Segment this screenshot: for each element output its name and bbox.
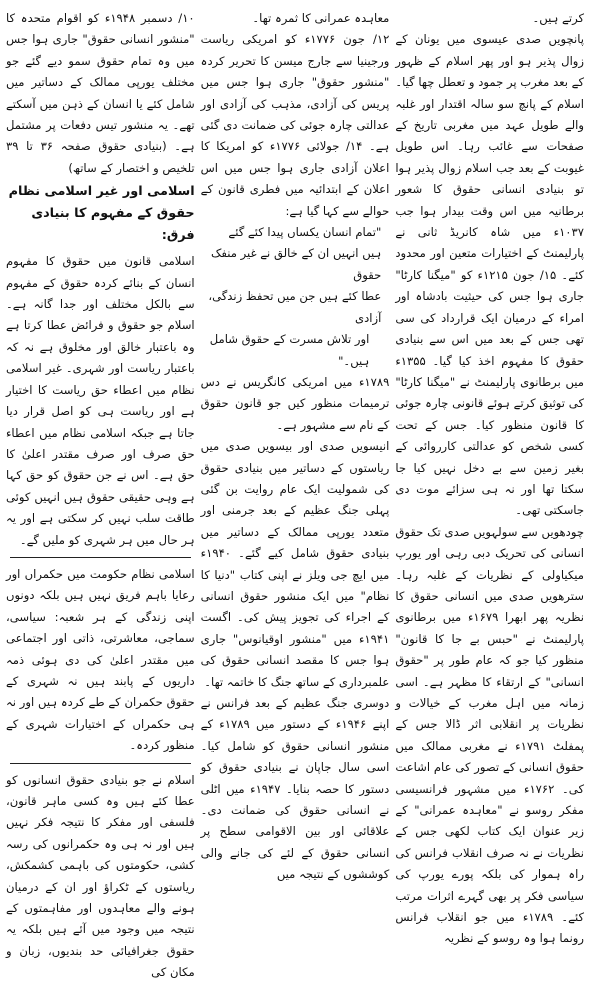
paragraph: انیسویں صدی اور بیسویں صدی میں ریاستوں کے دساتیر میں بنیادی حقوق کی شمولیت ایک عام روایت بن گئی پہلی جنگ عظیم کے بعد جرمنی اور متعدد یورپی ممالک کے دساتیر میں بنیادی حقوق شامل کیے گئے۔ ۱۹۴۰ء میں ایچ جی ویلز نے اپنی کتاب "دنیا کا نظام" میں ایک منشور حقوق انسانی کے اجراء کی تجویز پیش کی۔ اگست ۱۹۴۱ء میں "منشور اوقیانوس" جاری ہوا جس کا مقصد انسانی حقوق کی علمبرداری کے ساتھ جنگ کا خاتمہ تھا۔: [200, 439, 390, 689]
quotation-line: "تمام انسان یکساں پیدا کئے گئے: [228, 225, 382, 240]
quotation-line: عطا کئے ہیں جن میں تحفظ زندگی، آزادی: [208, 289, 382, 325]
paragraph: چودھویں سے سولہویں صدی تک حقوق انسانی کی تحریک دبی رہی اور یورپ میکیاولی کے نظریات کے غلبہ رہا۔ سترھویں صدی میں انسانی حقوق کا نظریہ پھر ابھرا ۱۶۷۹ء میں برطانوی پارلیمنٹ نے "حبس بے جا کا قانون" منظور کیا جو کہ عام طور پر "حقوق انسانی" کے ارتقاء کا مظہر ہے۔ اسی زمانہ میں اہل مغرب کے خیالات و نظریات پر انقلابی اثر ڈالا جس کے پمفلٹ ۱۷۹۱ء نے مغربی ممالک میں حقوق انسانی کے تصور کی عام اشاعت کی۔ ۱۷۶۲ء میں مشہور فرانسیسی مفکر روسو نے "معاہدہ عمرانی" کے زیر عنوان ایک کتاب لکھی جس کے نظریات نے نہ صرف انقلاب فرانس کی راہ ہموار کی بلکہ پورے یورپ کی سیاسی فکر پر بھی گہرے اثرات مرتب کئے۔ ۱۷۸۹ء میں جو انقلاب فرانس رونما ہوا وہ روسو کے نظریہ: [395, 524, 585, 946]
paragraph: معاہدہ عمرانی کا ثمرہ تھا۔: [252, 11, 390, 25]
section-divider: [10, 557, 191, 558]
paragraph: ۱۲/ جون ۱۷۷۶ء کو امریکی ریاست ورجینیا سے جارج میسن کا تحریر کردہ "منشور حقوق" جاری ہوا جس میں پریس کی آزادی، مذہب کی آزادی اور عدالتی چارہ جوئی کی ضمانت دی گئی ہے۔ ۱۴/ جولائی ۱۷۷۶ء کو امریکا کا اعلان آزادی جاری ہوا جس میں اس اعلان کے ابتدائیہ میں فطری قانون کے حوالے سے کہا گیا ہے:: [200, 32, 390, 218]
column-right: [395, 8, 585, 946]
paragraph: کرتے ہیں۔: [532, 11, 584, 25]
paragraph: دوسری جنگ عظیم کے بعد فرانس نے اپنے ۱۹۴۶ء کے دستور میں ۱۷۸۹ء کے منشور انسانی حقوق کو شامل کیا۔ اسی سال جاپان نے بنیادی حقوق کو دستور کا حصہ بنایا۔ ۱۹۴۷ء میں اٹلی نے انسانی حقوق کی ضمانت دی۔ علاقائی اور بین الاقوامی سطح پر انسانی حقوق کے لئے کی جانے والی کوششوں کے نتیجہ میں: [200, 696, 390, 882]
paragraph: ۱۷۸۹ء میں امریکی کانگریس نے دس ترمیمات منظور کیں جو قانون حقوق کے نام سے مشہور ہے۔: [200, 374, 390, 432]
paragraph: اسلام نے جو بنیادی حقوق انسانوں کو عطا کئے ہیں وہ کسی ماہر قانون، فلسفی اور مفکر کا نتیجہ فکر نہیں ہیں اور نہ ہی وہ حکمرانوں کی رسہ کشی، حکومتوں کی باہمی کشمکش، ریاستوں کے ٹکراؤ اور ان کے درمیان ہونے والے معاہدوں اور مفاہمتوں کے نتیجہ میں وجود میں آئے ہیں بلکہ یہ حقوق جغرافیائی حد بندیوں، زبان و مکان کی: [5, 772, 195, 980]
column-left: [5, 8, 195, 980]
section-divider: [10, 763, 191, 764]
paragraph: اسلامی نظام حکومت میں حکمراں اور رعایا باہم فریق نہیں ہیں بلکہ دونوں اپنی زندگی کے ہر شعبہ: سیاسی، سماجی، معاشرتی، ذاتی اور اجتماعی میں مقتدر اعلیٰ کی دی ہوئی ذمہ داریوں کے پابند ہیں نہ شہری کے حقوق حکمران کے طے کردہ ہیں اور نہ ہی حکمراں کے اختیارات شہری کے منظور کردہ۔: [5, 566, 195, 753]
quotation-block: [201, 222, 390, 372]
quotation-line: اور تلاش مسرت کے حقوق شامل ہیں۔": [209, 332, 370, 368]
quotation-line: ہیں انہیں ان کے خالق نے غیر منفک حقوق: [210, 246, 382, 282]
paragraph: ۱۰/ دسمبر ۱۹۴۸ء کو اقوام متحدہ کا "منشور انسانی حقوق" جاری ہوا جس میں وہ تمام حقوق سمو دیے گئے جو مختلف یورپی ممالک کے دساتیر میں شامل کئے یا انسان کے ذہن میں آسکتے تھے۔ یہ منشور تیس دفعات پر مشتمل ہے۔ (بنیادی حقوق صفحہ ۳۶ تا ۳۹ تلخیص و اختصار کے ساتھ): [5, 11, 195, 175]
paragraph: اسلامی قانون میں حقوق کا مفہوم انسان کے بنائے کردہ حقوق کے مفہوم سے بالکل مختلف اور جدا گانہ ہے۔ اسلام جو حقوق و فرائض عطا کرتا ہے وہ باعتبار خالق اور مخلوق ہے نہ کہ باعتبار ریاست اور شہری۔ غیر اسلامی نظام میں اعطاء حق ریاست کا اختیار ہے اور ریاست ہی کو اصل قرار دیا جاتا ہے جبکہ اسلامی نظام میں اعطاء حق صرف اور صرف مقتدر اعلیٰ کا حق ہے۔ اس نے جن حقوق کو حق کہا ہے وہی حقیقی حقوق ہیں انہیں کوئی طاقت سلب نہیں کر سکتی ہے اور یہ ہر حال میں ہر شہری کو ملیں گے۔: [5, 254, 195, 547]
paragraph: پانچویں صدی عیسوی میں یونان کے زوال پذیر ہو اور پھر اسلام کے ظہور کے بعد مغرب پر جمود و تعطل چھا گیا۔ اسلام کے پانچ سو سالہ اقتدار اور غلبہ والے طویل عہد میں مغربی تاریخ کے صفحات سے غائب رہا۔ اس طویل غیوبت کے بعد جب اسلام زوال پذیر ہوا تو بنیادی انسانی حقوق کا شعور برطانیہ میں اس وقت بیدار ہوا جب ۱۰۳۷ء میں شاہ کانریڈ ثانی نے پارلیمنٹ کے اختیارات متعین اور محدود کئے۔ ۱۵/ جون ۱۲۱۵ء کو "میگنا کارٹا" جاری ہوا جس کی حیثیت بادشاہ اور امراء کے درمیان ایک قرارداد کی سی تھی جس کے بعد میں اس سے بنیادی حقوق کا مفہوم اخذ کیا گیا۔ ۱۳۵۵ء میں برطانوی پارلیمنٹ نے "میگنا کارٹا" کی توثیق کرتے ہوئے قانونی چارہ جوئی کا قانون منظور کیا۔ جس کے تحت کسی شخص کو عدالتی کارروائی کے بغیر زمین سے بے دخل نہیں کیا جا سکتا تھا اور نہ ہی سزائے موت دی جاسکتی تھی۔: [395, 32, 585, 518]
section-heading: اسلامی اور غیر اسلامی نظام حقوق کے مفہوم کا بنیادی فرق:: [8, 184, 195, 244]
column-middle: [200, 8, 390, 882]
